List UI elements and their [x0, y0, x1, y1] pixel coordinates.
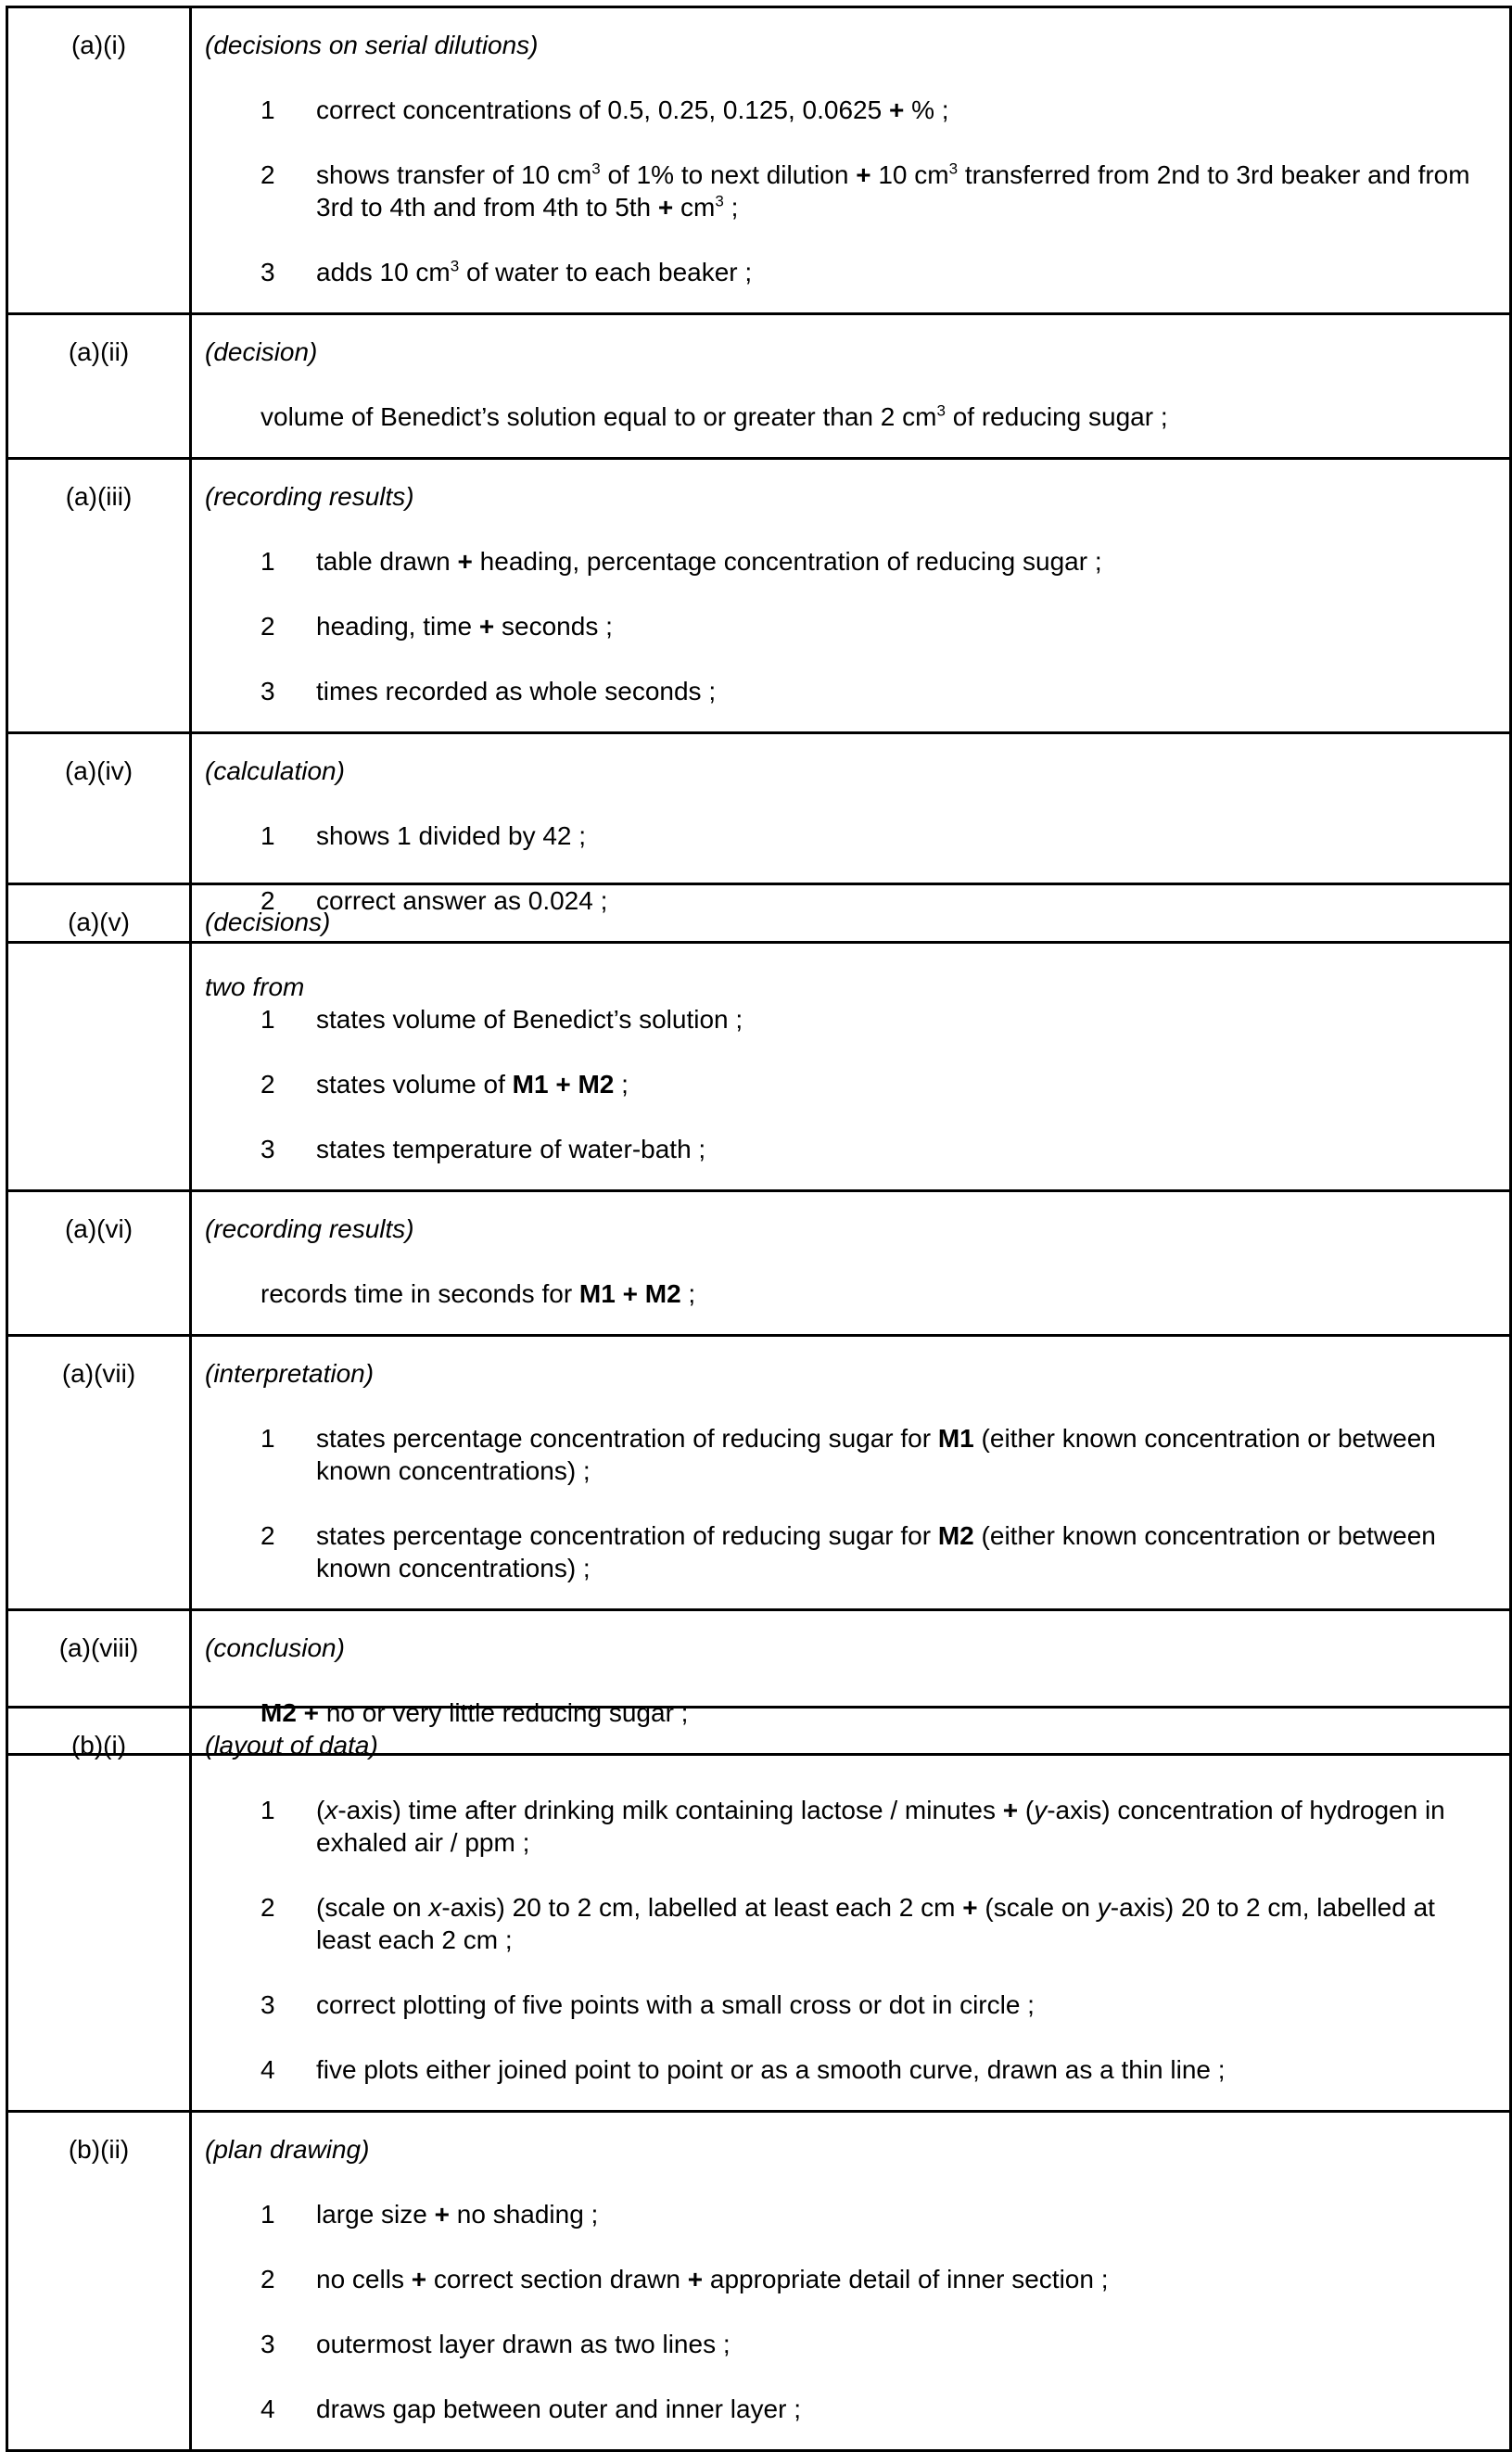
point-text: [316, 1068, 1491, 1100]
text-run: heading, time: [316, 612, 479, 641]
point-text: [316, 256, 1491, 288]
text-run: -axis) 20 to 2 cm, labelled at least each 2 cm: [441, 1893, 963, 1922]
text-run: +: [1002, 1796, 1019, 1824]
text-run: states volume of Benedict’s solution ;: [316, 1005, 743, 1034]
marking-point: [205, 1133, 1491, 1165]
superscript: 3: [948, 159, 959, 178]
marking-point: [205, 400, 1491, 433]
point-text: [316, 159, 1491, 223]
text-run: +: [962, 1893, 978, 1922]
point-number: 2: [260, 160, 275, 189]
point-text: [316, 2198, 1491, 2230]
text-run: (scale on: [977, 1893, 1098, 1922]
text-run: of reducing sugar ;: [945, 402, 1168, 431]
point-number: 1: [260, 95, 275, 124]
text-run: ;: [723, 193, 739, 222]
marking-point: [205, 819, 1491, 852]
text-run: y: [1034, 1796, 1048, 1824]
text-run: correct answer as 0.024 ;: [316, 886, 608, 915]
question-number: (b)(i): [8, 1709, 192, 2110]
question-number: (a)(iii): [8, 460, 192, 731]
text-run: states volume of: [316, 1070, 513, 1099]
marking-point: [205, 2263, 1491, 2295]
question-number: (a)(ii): [8, 315, 192, 457]
text-run: +: [434, 2200, 450, 2229]
point-number: 1: [260, 2200, 275, 2229]
text-run: +: [478, 612, 495, 641]
text-run: appropriate detail of inner section ;: [703, 2265, 1109, 2293]
point-number: 4: [260, 2395, 275, 2423]
point-text: [316, 1519, 1491, 1584]
text-run: % ;: [904, 95, 949, 124]
point-number: 2: [260, 1521, 275, 1550]
text-run: seconds ;: [494, 612, 613, 641]
point-text: [316, 94, 1491, 126]
point-number: 1: [260, 1424, 275, 1453]
point-number: 2: [260, 2265, 275, 2293]
point-text: [316, 1794, 1491, 1859]
table-row: [8, 6, 1509, 312]
text-run: (scale on: [316, 1893, 429, 1922]
text-run: -axis) concentration of hydrogen in exhaled air / ppm ;: [316, 1796, 1445, 1857]
text-run: volume of Benedict’s solution equal to or greater than 2 cm: [260, 402, 937, 431]
text-run: M2: [644, 1279, 681, 1308]
superscript: 3: [450, 257, 460, 275]
marking-point: [205, 1519, 1491, 1584]
table-row: [8, 2110, 1509, 2452]
text-run: outermost layer drawn as two lines ;: [316, 2330, 731, 2358]
text-run: records time in seconds for: [260, 1279, 579, 1308]
marking-point: [205, 2198, 1491, 2230]
text-run: +: [296, 1698, 326, 1727]
marking-point: [205, 545, 1491, 578]
mark-table-block: [6, 1706, 1512, 2452]
answer-cell: [192, 460, 1509, 731]
text-run: no shading ;: [449, 2200, 599, 2229]
point-number: 2: [260, 886, 275, 915]
marking-heading: (decisions on serial dilutions): [205, 31, 539, 59]
marking-point: [205, 1794, 1491, 1859]
table-row: [8, 457, 1509, 731]
point-number: 2: [260, 1070, 275, 1099]
text-run: -axis) 20 to 2 cm, labelled at least each 2 cm ;: [316, 1893, 1435, 1954]
marking-point: [205, 1422, 1491, 1487]
text-run: correct section drawn: [426, 2265, 688, 2293]
mark-table-block: [6, 6, 1512, 944]
text-run: +: [888, 95, 905, 124]
answer-cell: [192, 8, 1509, 312]
table-row: [8, 1706, 1509, 2110]
marking-point: [205, 94, 1491, 126]
point-text: [316, 2328, 1491, 2360]
point-number: 4: [260, 2055, 275, 2084]
text-run: large size: [316, 2200, 435, 2229]
answer-cell: [192, 1192, 1509, 1334]
point-text: [316, 1133, 1491, 1165]
text-run: draws gap between outer and inner layer ;: [316, 2395, 801, 2423]
marking-point: [205, 2053, 1491, 2086]
text-run: adds 10 cm: [316, 258, 451, 286]
point-text: [316, 610, 1491, 642]
point-number: 3: [260, 1135, 275, 1163]
question-number: (a)(v): [8, 885, 192, 1189]
point-text: [316, 819, 1491, 852]
text-run: 10 cm: [870, 160, 949, 189]
text-run: +: [548, 1070, 578, 1099]
text-run: M1: [937, 1424, 974, 1453]
point-text: [316, 1422, 1491, 1487]
text-run: x: [324, 1796, 338, 1824]
point-number: 3: [260, 677, 275, 705]
marking-point: [205, 2393, 1491, 2425]
point-number: 3: [260, 2330, 275, 2358]
answer-cell: [192, 1709, 1509, 2110]
table-row: [8, 883, 1509, 1189]
text-run: correct plotting of five points with a small cross or dot in circle ;: [316, 1990, 1035, 2019]
text-run: of water to each beaker ;: [459, 258, 753, 286]
point-number: 1: [260, 1796, 275, 1824]
answer-cell: [192, 1337, 1509, 1608]
marking-heading: (recording results): [205, 482, 414, 511]
text-run: (either known concentration or between known concentrations) ;: [316, 1424, 1436, 1485]
text-run: (: [1018, 1796, 1035, 1824]
text-run: M2: [937, 1521, 974, 1550]
answer-cell: [192, 2113, 1509, 2449]
answer-cell: [192, 315, 1509, 457]
marking-point: [205, 256, 1491, 288]
text-run: shows 1 divided by 42 ;: [316, 821, 587, 850]
marking-point: [205, 610, 1491, 642]
point-text: [316, 1891, 1491, 1956]
point-text: [316, 675, 1491, 707]
superscript: 3: [591, 159, 601, 178]
marking-point: [205, 1003, 1491, 1035]
mark-table-block: [6, 883, 1512, 1756]
point-text: [316, 1003, 1491, 1035]
text-run: correct concentrations of 0.5, 0.25, 0.125, 0.0625: [316, 95, 889, 124]
text-run: (either known concentration or between known concentrations) ;: [316, 1521, 1436, 1582]
text-run: +: [657, 193, 674, 222]
text-run: no or very little reducing sugar ;: [325, 1698, 689, 1727]
text-run: cm: [673, 193, 716, 222]
marking-point: [205, 675, 1491, 707]
marking-point: [205, 1891, 1491, 1956]
marking-heading: (decisions): [205, 908, 331, 936]
text-run: -axis) time after drinking milk containing lactose / minutes: [337, 1796, 1003, 1824]
point-number: 1: [260, 821, 275, 850]
table-row: [8, 1334, 1509, 1608]
text-run: heading, percentage concentration of reducing sugar ;: [472, 547, 1102, 576]
point-number: 3: [260, 1990, 275, 2019]
marking-heading: (layout of data): [205, 1731, 378, 1760]
marking-point: [205, 1068, 1491, 1100]
table-row: [8, 1189, 1509, 1334]
text-run: M1: [578, 1279, 616, 1308]
text-run: +: [457, 547, 473, 576]
question-number: (a)(vi): [8, 1192, 192, 1334]
point-text: [316, 2263, 1491, 2295]
text-run: +: [411, 2265, 427, 2293]
text-run: M2: [260, 1698, 297, 1727]
text-run: +: [856, 160, 871, 189]
text-run: states temperature of water-bath ;: [316, 1135, 706, 1163]
text-run: times recorded as whole seconds ;: [316, 677, 717, 705]
text-run: five plots either joined point to point or as a smooth curve, drawn as a thin line ;: [316, 2055, 1226, 2084]
point-text: [316, 2393, 1491, 2425]
text-run: y: [1097, 1893, 1111, 1922]
text-run: no cells: [316, 2265, 412, 2293]
marking-heading: (plan drawing): [205, 2135, 370, 2164]
marking-heading: (calculation): [205, 756, 345, 785]
point-number: 1: [260, 547, 275, 576]
marking-heading: (conclusion): [205, 1633, 345, 1662]
superscript: 3: [715, 192, 724, 210]
table-row: [8, 312, 1509, 457]
marking-point: [205, 2328, 1491, 2360]
point-text: [316, 545, 1491, 578]
text-run: table drawn: [316, 547, 458, 576]
point-number: 2: [260, 612, 275, 641]
question-number: (b)(ii): [8, 2113, 192, 2449]
text-run: ;: [680, 1279, 696, 1308]
text-run: +: [687, 2265, 704, 2293]
text-run: x: [428, 1893, 442, 1922]
text-run: +: [615, 1279, 645, 1308]
marking-point: [205, 1277, 1491, 1310]
question-number: (a)(i): [8, 8, 192, 312]
marking-heading: (decision): [205, 337, 318, 366]
point-text: [316, 1988, 1491, 2021]
point-number: 3: [260, 258, 275, 286]
text-run: M2: [578, 1070, 615, 1099]
text-run: transferred from 2nd to 3rd beaker and from 3rd to 4th and from 4th to 5th: [316, 160, 1470, 222]
question-number: (a)(viii): [8, 1611, 192, 1753]
text-run: shows transfer of 10 cm: [316, 160, 592, 189]
question-number: (a)(vii): [8, 1337, 192, 1608]
point-number: 1: [260, 1005, 275, 1034]
question-number: (a)(iv): [8, 734, 192, 941]
text-run: of 1% to next dilution: [600, 160, 857, 189]
marking-heading: (interpretation): [205, 1359, 375, 1388]
text-run: ;: [614, 1070, 629, 1099]
answer-cell: [192, 885, 1509, 1189]
text-run: M1: [512, 1070, 549, 1099]
marking-heading: (recording results): [205, 1214, 414, 1243]
point-text: [316, 2053, 1491, 2086]
superscript: 3: [936, 401, 946, 420]
text-run: (: [316, 1796, 325, 1824]
marking-point: [205, 1988, 1491, 2021]
marking-point: [205, 159, 1491, 223]
text-run: states percentage concentration of reducing sugar for: [316, 1521, 938, 1550]
text-run: states percentage concentration of reducing sugar for: [316, 1424, 938, 1453]
point-number: 2: [260, 1893, 275, 1922]
instruction-lead: two from: [205, 972, 305, 1001]
